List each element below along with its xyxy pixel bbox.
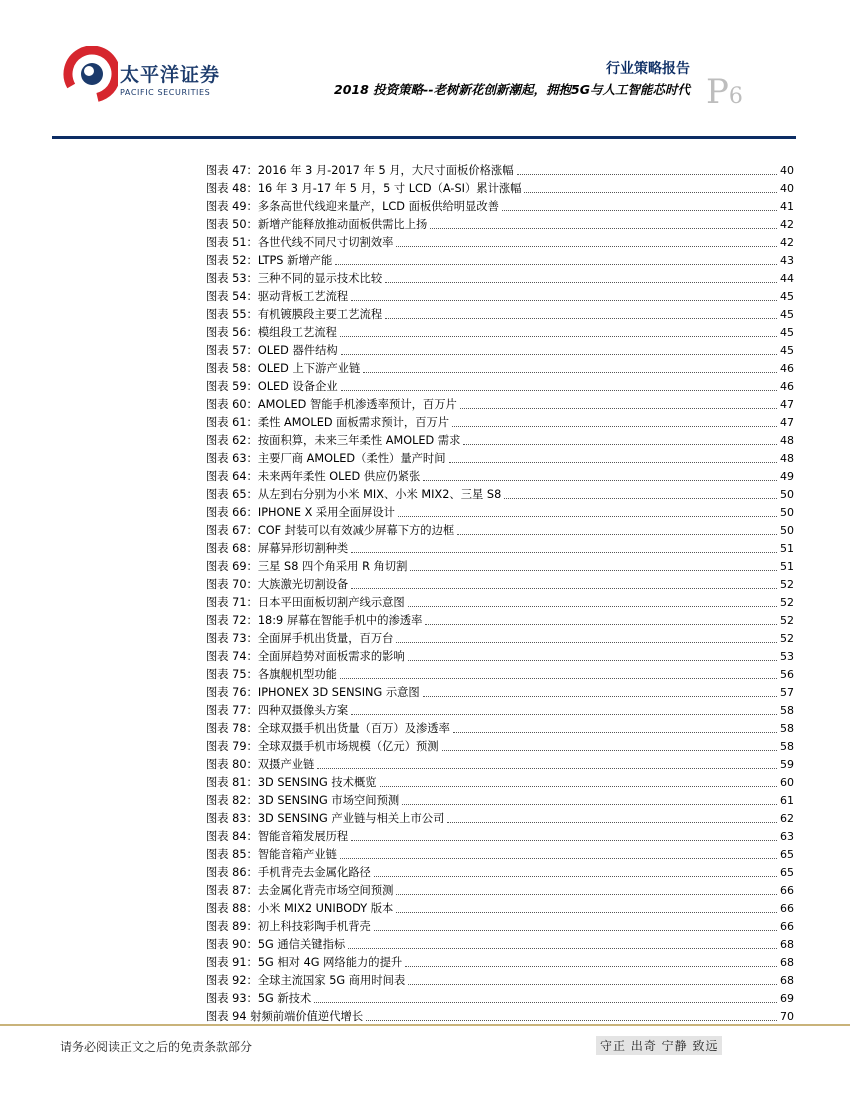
toc-entry-page: 48 [780,452,794,465]
toc-leader-dots [396,246,777,247]
toc-leader-dots [425,624,777,625]
toc-entry-page: 59 [780,758,794,771]
toc-entry-page: 46 [780,362,794,375]
toc-entry-page: 52 [780,596,794,609]
toc-entry-label: 图表 82：3D SENSING 市场空间预测 [206,794,400,807]
toc-entry[interactable] [206,918,794,936]
toc-entry-page: 47 [780,416,794,429]
toc-leader-dots [402,804,777,805]
toc-entry[interactable] [206,774,794,792]
toc-entry-label: 图表 60：AMOLED 智能手机渗透率预计，百万片 [206,398,457,411]
toc-entry[interactable] [206,504,794,522]
toc-entry-label: 图表 70：大族激光切割设备 [206,578,349,591]
toc-entry-label: 图表 50：新增产能释放推动面板供需比上扬 [206,218,428,231]
toc-leader-dots [502,210,777,211]
toc-entry-label: 图表 79：全球双摄手机市场规模（亿元）预测 [206,740,439,753]
toc-leader-dots [363,372,777,373]
toc-entry[interactable] [206,360,794,378]
company-motto: 守正 出奇 宁静 致远 [596,1036,722,1055]
toc-leader-dots [380,786,777,787]
page-digit: 6 [728,84,743,109]
toc-entry[interactable] [206,252,794,270]
toc-entry-page: 45 [780,308,794,321]
toc-entry-label: 图表 87：去金属化背壳市场空间预测 [206,884,394,897]
toc-leader-dots [335,264,777,265]
toc-entry-page: 58 [780,722,794,735]
header-divider [52,136,796,139]
toc-leader-dots [453,732,777,733]
toc-entry-page: 43 [780,254,794,267]
toc-entry-page: 40 [780,164,794,177]
toc-leader-dots [396,912,777,913]
toc-entry[interactable] [206,756,794,774]
toc-entry[interactable] [206,270,794,288]
toc-entry[interactable] [206,648,794,666]
toc-entry-page: 49 [780,470,794,483]
toc-entry[interactable] [206,378,794,396]
toc-entry-page: 66 [780,920,794,933]
toc-entry-page: 60 [780,776,794,789]
toc-entry-label: 图表 80：双摄产业链 [206,758,315,771]
toc-leader-dots [405,966,777,967]
toc-entry-page: 50 [780,488,794,501]
toc-leader-dots [385,318,777,319]
toc-entry[interactable] [206,738,794,756]
toc-entry-label: 图表 91：5G 相对 4G 网络能力的提升 [206,956,403,969]
toc-leader-dots [410,570,777,571]
toc-leader-dots [396,642,777,643]
toc-leader-dots [374,930,777,931]
toc-entry-page: 44 [780,272,794,285]
toc-entry-page: 68 [780,956,794,969]
toc-leader-dots [442,750,777,751]
toc-entry-page: 53 [780,650,794,663]
toc-entry-label: 图表 77：四种双摄像头方案 [206,704,349,717]
toc-entry-page: 40 [780,182,794,195]
toc-entry-page: 63 [780,830,794,843]
toc-entry-label: 图表 66：IPHONE X 采用全面屏设计 [206,506,395,519]
toc-leader-dots [396,894,777,895]
toc-entry-page: 52 [780,578,794,591]
toc-entry-label: 图表 75：各旗舰机型功能 [206,668,337,681]
toc-leader-dots [423,696,777,697]
page-number [706,72,743,117]
toc-entry-page: 45 [780,326,794,339]
toc-entry-label: 图表 57：OLED 器件结构 [206,344,338,357]
toc-entry[interactable] [206,846,794,864]
toc-entry-label: 图表 78：全球双摄手机出货量（百万）及渗透率 [206,722,450,735]
toc-entry-label: 图表 56：模组段工艺流程 [206,326,337,339]
toc-entry[interactable] [206,792,794,810]
figure-index-list [206,162,794,1026]
toc-entry-page: 69 [780,992,794,1005]
toc-entry-page: 45 [780,290,794,303]
toc-leader-dots [340,336,777,337]
toc-entry[interactable] [206,342,794,360]
toc-entry[interactable] [206,468,794,486]
toc-entry-page: 42 [780,236,794,249]
toc-entry-page: 58 [780,740,794,753]
toc-entry-page: 47 [780,398,794,411]
toc-entry[interactable] [206,900,794,918]
toc-entry-label: 图表 74：全面屏趋势对面板需求的影响 [206,650,405,663]
toc-entry-page: 70 [780,1010,794,1023]
toc-entry-page: 66 [780,902,794,915]
toc-entry-label: 图表 89：初上科技彩陶手机背壳 [206,920,371,933]
toc-entry-page: 51 [780,542,794,555]
report-title: 2018 投资策略--老树新花创新潮起，拥抱5G与人工智能芯时代 [334,82,690,97]
toc-entry[interactable] [206,702,794,720]
toc-leader-dots [408,660,777,661]
toc-entry-label: 图表 92：全球主流国家 5G 商用时间表 [206,974,406,987]
toc-entry-page: 48 [780,434,794,447]
toc-entry[interactable] [206,288,794,306]
toc-entry-label: 图表 88：小米 MIX2 UNIBODY 版本 [206,902,394,915]
toc-entry[interactable] [206,396,794,414]
toc-entry-label: 图表 69：三星 S8 四个角采用 R 角切割 [206,560,408,573]
toc-entry-page: 57 [780,686,794,699]
toc-entry[interactable] [206,162,794,180]
toc-entry-page: 58 [780,704,794,717]
toc-entry-page: 65 [780,866,794,879]
toc-entry[interactable] [206,666,794,684]
toc-leader-dots [341,390,777,391]
toc-entry[interactable] [206,882,794,900]
toc-leader-dots [348,948,777,949]
toc-entry-label: 图表 76：IPHONEX 3D SENSING 示意图 [206,686,420,699]
toc-leader-dots [504,498,777,499]
toc-leader-dots [385,282,777,283]
toc-entry-label: 图表 94 射频前端价值逆代增长 [206,1010,364,1023]
toc-entry-page: 68 [780,974,794,987]
toc-entry[interactable] [206,540,794,558]
toc-entry-page: 41 [780,200,794,213]
toc-leader-dots [341,354,777,355]
toc-leader-dots [524,192,777,193]
toc-entry-label: 图表 63：主要厂商 AMOLED（柔性）量产时间 [206,452,446,465]
toc-leader-dots [447,822,777,823]
toc-leader-dots [351,588,777,589]
toc-leader-dots [449,462,777,463]
toc-entry[interactable] [206,594,794,612]
brand-name-en: PACIFIC SECURITIES [120,88,211,97]
toc-entry-page: 45 [780,344,794,357]
toc-entry-page: 51 [780,560,794,573]
toc-leader-dots [452,426,777,427]
toc-entry-label: 图表 68：屏幕异形切割种类 [206,542,349,555]
toc-entry-label: 图表 53：三种不同的显示技术比较 [206,272,383,285]
toc-entry[interactable] [206,990,794,1008]
toc-leader-dots [351,552,777,553]
toc-entry-label: 图表 67：COF 封装可以有效减少屏幕下方的边框 [206,524,455,537]
toc-entry-label: 图表 55：有机镀膜段主要工艺流程 [206,308,383,321]
toc-leader-dots [351,300,777,301]
toc-entry-page: 52 [780,614,794,627]
toc-entry[interactable] [206,828,794,846]
toc-entry-label: 图表 48：16 年 3 月-17 年 5 月，5 寸 LCD（A-SI）累计涨幅 [206,182,522,195]
toc-entry[interactable] [206,612,794,630]
toc-entry-page: 52 [780,632,794,645]
toc-entry[interactable] [206,324,794,342]
toc-leader-dots [351,840,777,841]
toc-entry[interactable] [206,936,794,954]
toc-leader-dots [517,174,777,175]
toc-leader-dots [398,516,777,517]
toc-leader-dots [317,768,777,769]
toc-entry[interactable] [206,810,794,828]
toc-entry[interactable] [206,180,794,198]
toc-entry[interactable] [206,720,794,738]
toc-entry-label: 图表 93：5G 新技术 [206,992,312,1005]
toc-entry-label: 图表 62：按面积算，未来三年柔性 AMOLED 需求 [206,434,461,447]
logo-icon [62,46,118,102]
toc-leader-dots [366,1020,777,1021]
disclaimer-note: 请务必阅读正文之后的免责条款部分 [60,1040,253,1054]
toc-leader-dots [340,678,777,679]
toc-entry[interactable] [206,558,794,576]
toc-entry-label: 图表 47：2016 年 3 月-2017 年 5 月，大尺寸面板价格涨幅 [206,164,514,177]
toc-entry-label: 图表 65：从左到右分别为小米 MIX、小米 MIX2、三星 S8 [206,488,502,501]
toc-leader-dots [340,858,777,859]
toc-entry-label: 图表 51：各世代线不同尺寸切割效率 [206,236,394,249]
toc-entry-label: 图表 59：OLED 设备企业 [206,380,338,393]
toc-leader-dots [374,876,777,877]
toc-entry[interactable] [206,414,794,432]
toc-entry[interactable] [206,954,794,972]
toc-entry[interactable] [206,306,794,324]
toc-leader-dots [314,1002,777,1003]
toc-leader-dots [457,534,777,535]
toc-entry-page: 68 [780,938,794,951]
toc-entry[interactable] [206,450,794,468]
toc-leader-dots [423,480,777,481]
toc-entry[interactable] [206,486,794,504]
toc-entry-label: 图表 71：日本平田面板切割产线示意图 [206,596,405,609]
toc-entry-label: 图表 73：全面屏手机出货量，百万台 [206,632,394,645]
toc-entry-label: 图表 64：未来两年柔性 OLED 供应仍紧张 [206,470,421,483]
toc-entry-label: 图表 49：多条高世代线迎来量产，LCD 面板供给明显改善 [206,200,499,213]
toc-leader-dots [408,984,777,985]
toc-entry[interactable] [206,198,794,216]
toc-entry-page: 62 [780,812,794,825]
toc-entry[interactable] [206,630,794,648]
toc-entry-label: 图表 54：驱动背板工艺流程 [206,290,349,303]
toc-entry-label: 图表 72：18:9 屏幕在智能手机中的渗透率 [206,614,423,627]
toc-entry-label: 图表 83：3D SENSING 产业链与相关上市公司 [206,812,445,825]
toc-entry[interactable] [206,972,794,990]
page-letter: P [706,72,729,112]
toc-entry[interactable] [206,576,794,594]
toc-entry-label: 图表 90：5G 通信关键指标 [206,938,346,951]
toc-entry-page: 65 [780,848,794,861]
toc-entry[interactable] [206,864,794,882]
toc-entry-label: 图表 61：柔性 AMOLED 面板需求预计，百万片 [206,416,450,429]
toc-entry-label: 图表 58：OLED 上下游产业链 [206,362,361,375]
toc-leader-dots [460,408,777,409]
toc-entry-page: 61 [780,794,794,807]
toc-entry-label: 图表 81：3D SENSING 技术概览 [206,776,377,789]
brand-name-cn: 太平洋证券 [120,64,221,86]
toc-entry[interactable] [206,216,794,234]
toc-entry-label: 图表 86：手机背壳去金属化路径 [206,866,371,879]
toc-entry-label: 图表 84：智能音箱发展历程 [206,830,349,843]
toc-entry-page: 56 [780,668,794,681]
toc-entry-page: 46 [780,380,794,393]
toc-entry-label: 图表 52：LTPS 新增产能 [206,254,333,267]
toc-entry[interactable] [206,432,794,450]
toc-leader-dots [351,714,777,715]
toc-entry[interactable] [206,684,794,702]
toc-entry[interactable] [206,522,794,540]
toc-entry-page: 50 [780,524,794,537]
toc-leader-dots [408,606,777,607]
toc-entry-page: 50 [780,506,794,519]
toc-leader-dots [430,228,777,229]
toc-entry[interactable] [206,234,794,252]
toc-leader-dots [463,444,777,445]
toc-entry-page: 42 [780,218,794,231]
toc-entry-label: 图表 85：智能音箱产业链 [206,848,337,861]
report-type: 行业策略报告 [606,61,690,77]
toc-entry-page: 66 [780,884,794,897]
footer-divider [0,1024,850,1026]
